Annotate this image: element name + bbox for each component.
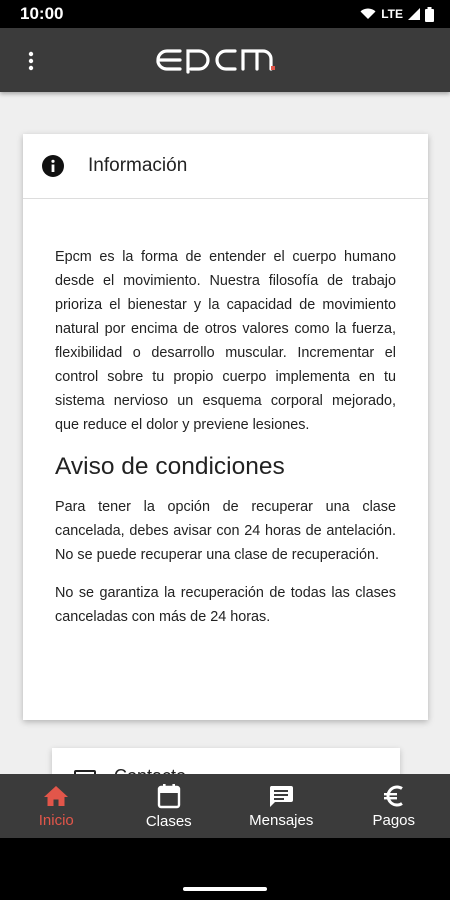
nav-item-pagos[interactable] — [338, 774, 450, 838]
app-bar — [0, 28, 450, 92]
app-logo — [155, 48, 295, 77]
more-options-button[interactable] — [18, 48, 44, 74]
bottom-navigation — [0, 774, 450, 838]
battery-icon — [425, 7, 434, 22]
gesture-handle[interactable] — [183, 887, 267, 891]
info-card-header — [23, 134, 428, 199]
info-card — [23, 134, 428, 720]
euro-icon — [382, 784, 406, 808]
conditions-paragraph-1: Para tener la opción de recuperar una clase cancelada, debes avisar con 24 horas de antelación. No se puede recuperar una clase de recuperación. — [55, 499, 396, 563]
nav-label-inicio: Inicio — [38, 811, 74, 829]
message-icon — [268, 784, 294, 808]
status-time: 10:00 — [20, 4, 64, 23]
info-card-title: Información — [88, 155, 188, 176]
status-icons — [360, 7, 434, 22]
nav-item-clases[interactable] — [113, 774, 225, 838]
description-paragraph: Epcm es la forma de entender el cuerpo humano desde el movimiento. Nuestra filosofía de trabajo prioriza el bienestar y la capacidad de movimiento natural por encima de otros valores como la fuerza, flexibilidad o desarrollo muscular. Incrementar el control sobre tu propio cuerpo implementa en tu sistema nervioso un esquema corporal mejorado, que reduce el dolor y previene lesiones. — [55, 249, 396, 433]
conditions-paragraph-2: No se garantiza la recuperación de todas las clases canceladas con más de 24 horas. — [55, 585, 396, 625]
wifi-icon — [360, 8, 376, 20]
conditions-title: Aviso de condiciones — [55, 453, 285, 480]
signal-icon — [408, 8, 420, 20]
epcm-logo — [155, 48, 295, 72]
home-icon — [43, 784, 69, 808]
info-card-body — [23, 199, 428, 629]
nav-item-mensajes[interactable] — [225, 774, 337, 838]
main-content[interactable] — [0, 92, 450, 774]
network-type: LTE — [381, 7, 403, 21]
calendar-icon — [157, 783, 181, 809]
nav-label-mensajes: Mensajes — [249, 811, 314, 829]
nav-label-clases: Clases — [145, 812, 192, 830]
status-bar — [0, 0, 450, 28]
nav-item-inicio[interactable] — [0, 774, 112, 838]
nav-label-pagos: Pagos — [372, 811, 416, 829]
more-vert-icon — [28, 51, 34, 71]
info-icon — [42, 155, 64, 177]
